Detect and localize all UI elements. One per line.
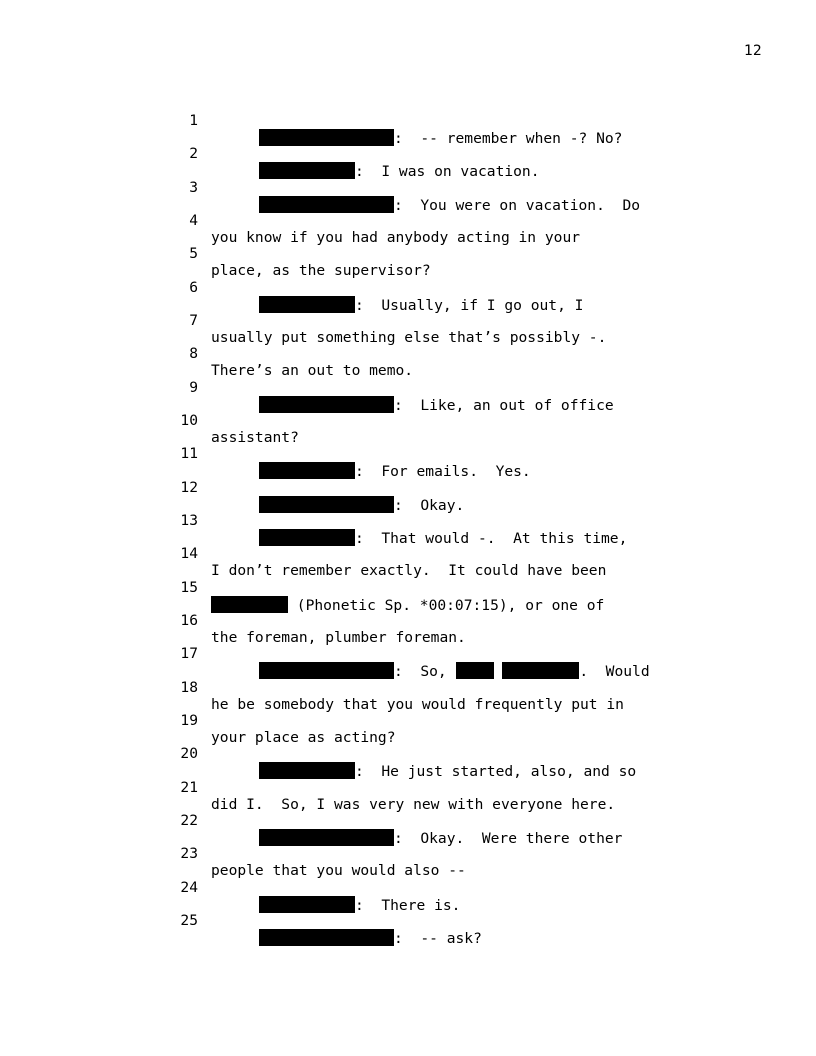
line-number: 13: [180, 512, 198, 529]
line-text: people that you would also --: [211, 862, 466, 879]
line-number: 11: [180, 445, 198, 462]
line-number: 10: [180, 412, 198, 429]
line-number: 20: [180, 745, 198, 762]
line-number: 2: [189, 145, 198, 162]
line-text: : So, . Would: [259, 662, 650, 680]
line-number: 16: [180, 612, 198, 629]
line-number: 12: [180, 479, 198, 496]
line-number: 17: [180, 645, 198, 662]
line-number: 21: [180, 779, 198, 796]
transcript-line: [0, 262, 816, 314]
line-text: usually put something else that’s possibly -.: [211, 329, 607, 346]
line-text: : That would -. At this time,: [259, 529, 627, 547]
line-text: : -- ask?: [259, 929, 482, 947]
line-number: 7: [189, 312, 198, 329]
line-number: 19: [180, 712, 198, 729]
page-number: 12: [743, 42, 762, 59]
line-text: you know if you had anybody acting in your: [211, 229, 581, 246]
line-text: : -- remember when -? No?: [259, 129, 622, 147]
line-number: 25: [180, 912, 198, 929]
line-text: : He just started, also, and so: [259, 762, 636, 780]
line-number: 3: [189, 179, 198, 196]
transcript-line: [0, 428, 816, 480]
line-text: I don’t remember exactly. It could have been: [211, 562, 607, 579]
transcript-line: [0, 828, 816, 879]
line-text: : For emails. Yes.: [259, 462, 531, 480]
line-text: : Okay.: [259, 496, 464, 514]
transcript-line: [0, 395, 816, 446]
line-text: : You were on vacation. Do: [259, 196, 640, 214]
transcript-line: [0, 328, 816, 379]
transcript-line: [0, 195, 816, 246]
transcript-line: [0, 662, 816, 713]
line-text: : Like, an out of office: [259, 396, 614, 414]
line-text: (Phonetic Sp. *00:07:15), or one of: [211, 596, 604, 614]
line-number: 14: [180, 545, 198, 562]
transcript-line: [0, 228, 816, 279]
line-text: : I was on vacation.: [259, 162, 540, 180]
transcript-line: [0, 728, 816, 780]
line-text: he be somebody that you would frequently put in: [211, 696, 624, 713]
transcript-line: [0, 162, 816, 214]
line-text: your place as acting?: [211, 729, 396, 746]
transcript-line: [0, 562, 816, 614]
transcript-line: [0, 895, 816, 947]
line-text: : Usually, if I go out, I: [259, 296, 583, 314]
line-number: 24: [180, 879, 198, 896]
transcript-line: [0, 295, 816, 346]
line-text: : Okay. Were there other: [259, 829, 622, 847]
line-text: did I. So, I was very new with everyone here.: [211, 796, 616, 813]
line-text: the foreman, plumber foreman.: [211, 629, 466, 646]
line-text: assistant?: [211, 429, 299, 446]
transcript-line: [0, 862, 816, 914]
transcript-line: [0, 528, 816, 579]
line-number: 5: [189, 245, 198, 262]
transcript-line: [0, 762, 816, 813]
transcript-line: [0, 95, 816, 147]
line-number: 8: [189, 345, 198, 362]
line-text: There’s an out to memo.: [211, 362, 414, 379]
transcript-line: [0, 795, 816, 847]
line-text: : There is.: [259, 896, 460, 914]
line-number: 22: [180, 812, 198, 829]
line-number: 15: [180, 579, 198, 596]
redaction-block: [259, 929, 394, 946]
line-text: place, as the supervisor?: [211, 262, 431, 279]
line-number: 6: [189, 279, 198, 296]
line-number: 23: [180, 845, 198, 862]
transcript-line: [0, 628, 816, 680]
line-number: 4: [189, 212, 198, 229]
line-number: 9: [189, 379, 198, 396]
transcript-line: [0, 362, 816, 414]
transcript-line: [0, 595, 816, 646]
line-number: 18: [180, 679, 198, 696]
transcript-line: [0, 462, 816, 514]
transcript-line: [0, 128, 816, 180]
transcript-line: [0, 695, 816, 746]
line-number: 1: [189, 112, 198, 129]
transcript-line: [0, 495, 816, 547]
